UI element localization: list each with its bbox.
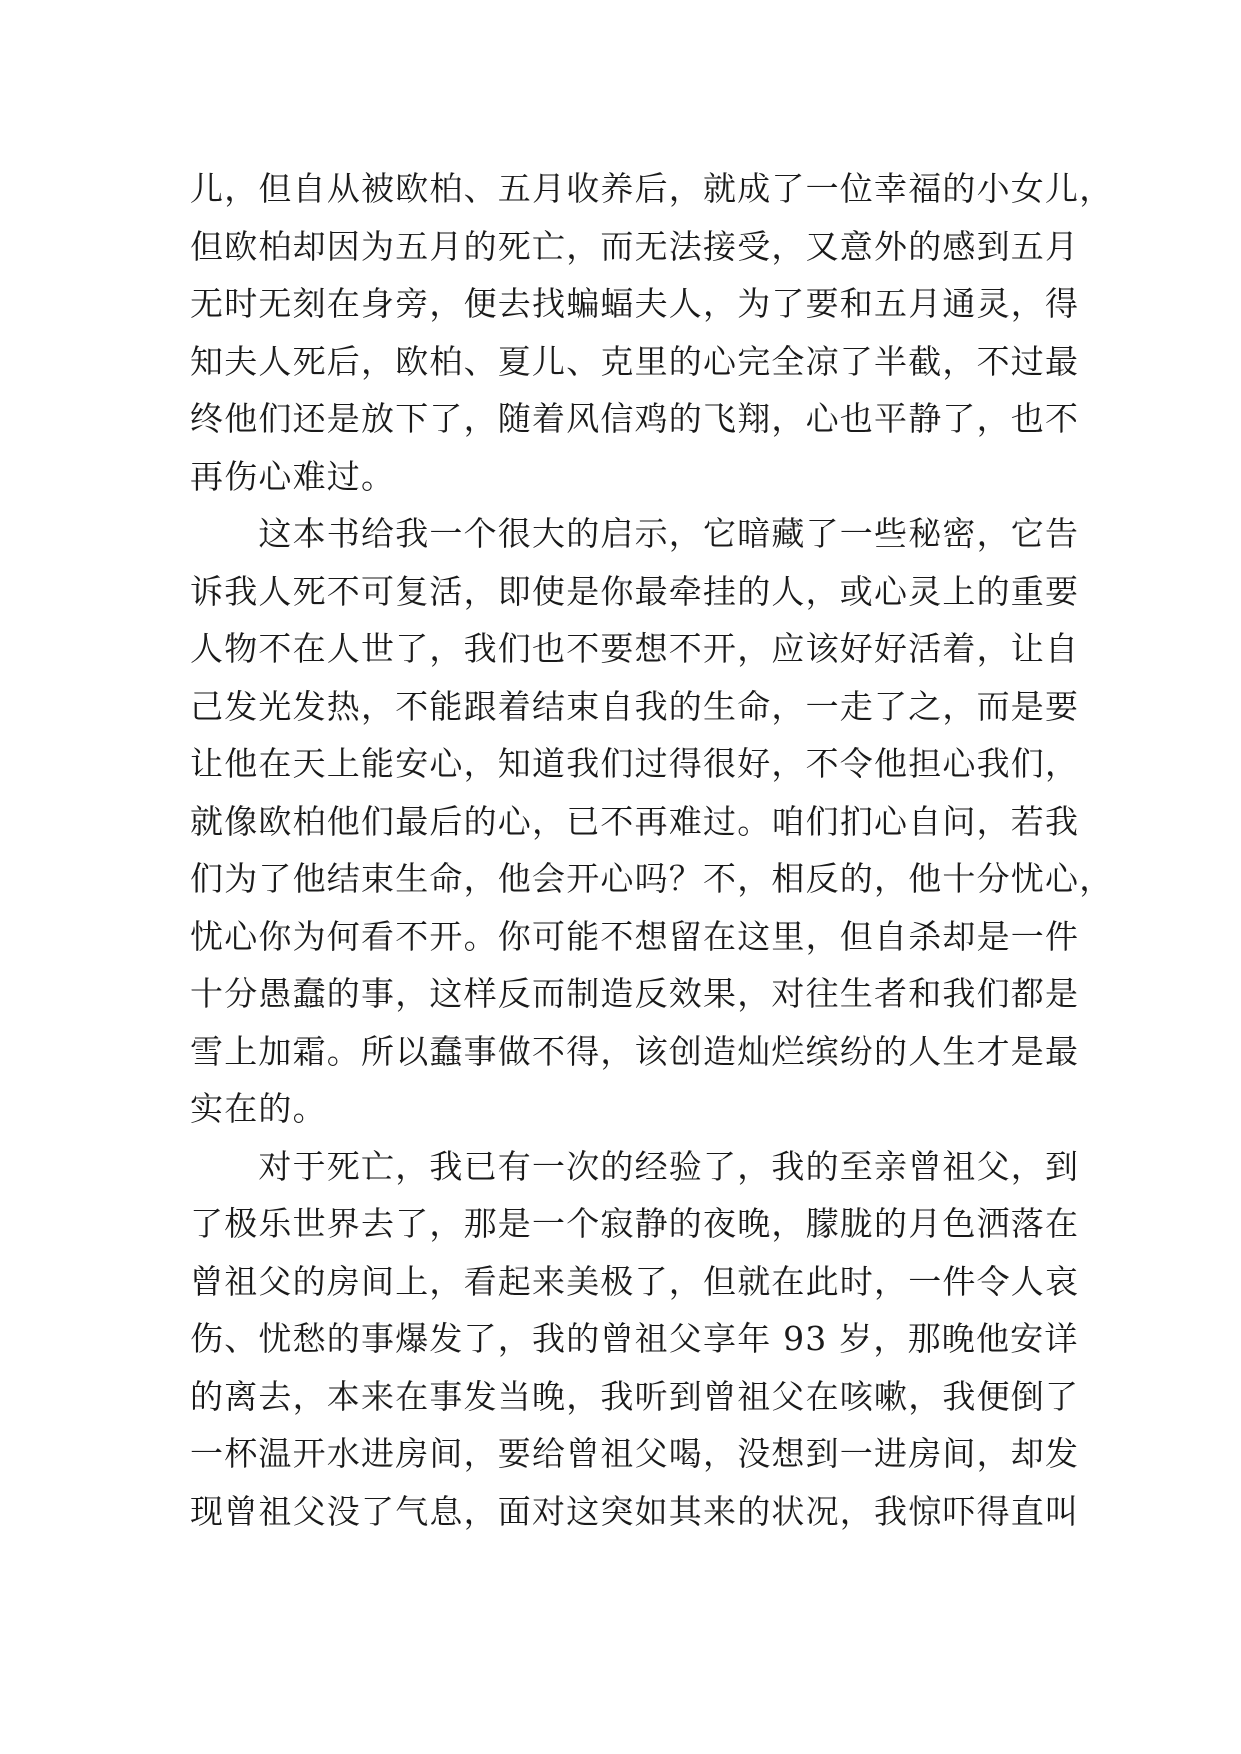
text-line: 儿，但自从被欧柏、五月收养后，就成了一位幸福的小女儿，: [190, 169, 1114, 208]
text-line: 再伤心难过。: [190, 456, 396, 496]
text-line: 的离去，本来在事发当晚，我听到曾祖父在咳嗽，我便倒了: [190, 1376, 1080, 1416]
text-line: 对于死亡，我已有一次的经验了，我的至亲曾祖父，到: [190, 1146, 1080, 1186]
text-line: 己发光发热，不能跟着结束自我的生命，一走了之，而是要: [190, 686, 1080, 726]
text-line: 一杯温开水进房间，要给曾祖父喝，没想到一进房间，却发: [190, 1434, 1080, 1473]
text-line: 曾祖父的房间上，看起来美极了，但就在此时，一件令人哀: [190, 1261, 1080, 1301]
text-line: 让他在天上能安心，知道我们过得很好，不令他担心我们，: [190, 744, 1080, 783]
body-text: [190, 160, 1114, 1540]
text-line: 实在的。: [190, 1089, 327, 1128]
text-line: 忧心你为何看不开。你可能不想留在这里，但自杀却是一件: [190, 916, 1080, 956]
text-line: 了极乐世界去了，那是一个寂静的夜晚，朦胧的月色洒落在: [190, 1204, 1080, 1243]
text-line: 无时无刻在身旁，便去找蝙蝠夫人，为了要和五月通灵，得: [190, 284, 1080, 323]
text-line: 终他们还是放下了，随着风信鸡的飞翔，心也平静了，也不: [190, 399, 1080, 438]
text-line: 诉我人死不可复活，即使是你最牵挂的人，或心灵上的重要: [190, 571, 1080, 611]
text-line: 但欧柏却因为五月的死亡，而无法接受，又意外的感到五月: [190, 226, 1080, 266]
text-line: 十分愚蠢的事，这样反而制造反效果，对往生者和我们都是: [190, 974, 1080, 1013]
text-line: 知夫人死后，欧柏、夏儿、克里的心完全凉了半截，不过最: [190, 341, 1080, 381]
text-line: 人物不在人世了，我们也不要想不开，应该好好活着，让自: [190, 629, 1080, 668]
text-line: 雪上加霜。所以蠢事做不得，该创造灿烂缤纷的人生才是最: [190, 1031, 1080, 1071]
text-line: 现曾祖父没了气息，面对这突如其来的状况，我惊吓得直叫: [190, 1491, 1080, 1531]
text-line: 们为了他结束生命，他会开心吗？不，相反的，他十分忧心，: [190, 859, 1114, 898]
text-line: 伤、忧愁的事爆发了，我的曾祖父享年 93 岁，那晚他安详: [190, 1319, 1079, 1358]
text-line: 就像欧柏他们最后的心，已不再难过。咱们扪心自问，若我: [190, 801, 1080, 841]
text-line: 这本书给我一个很大的启示，它暗藏了一些秘密，它告: [190, 514, 1080, 553]
